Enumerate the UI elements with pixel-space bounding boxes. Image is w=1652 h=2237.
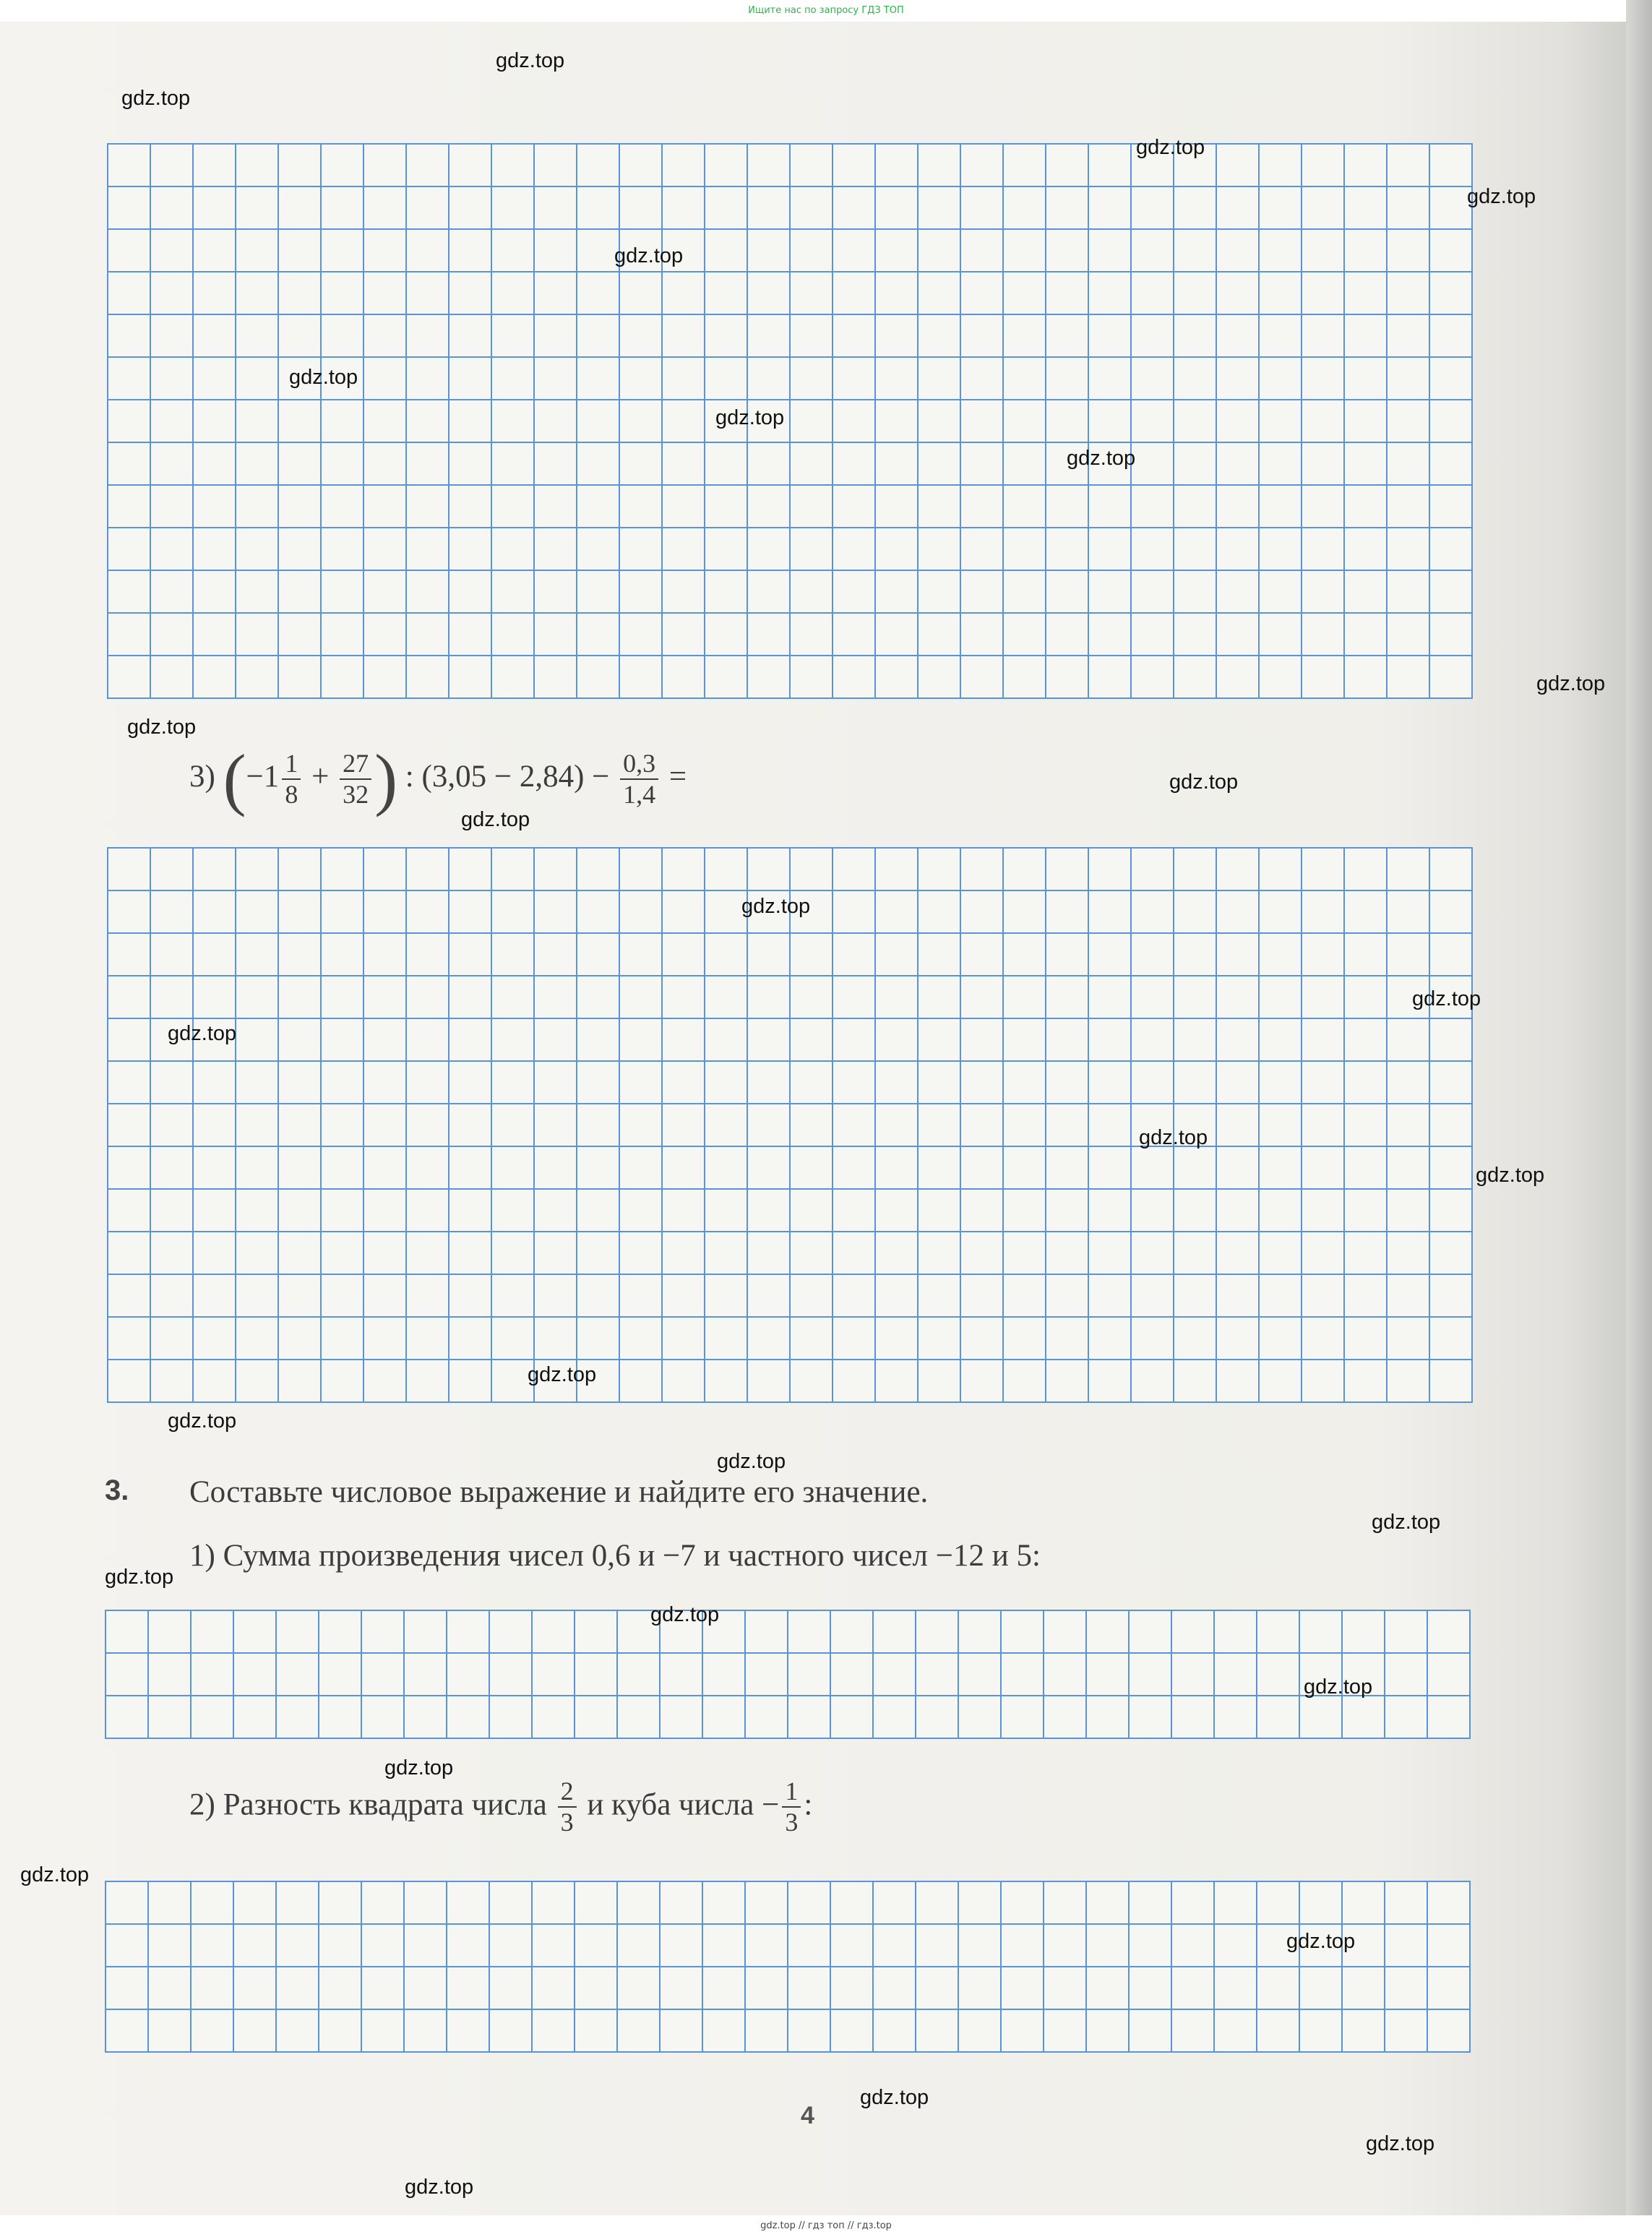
watermark: gdz.top	[717, 1450, 786, 1473]
watermark: gdz.top	[741, 895, 811, 918]
watermark: gdz.top	[105, 1566, 174, 1589]
equals-sign: =	[668, 759, 687, 794]
watermark: gdz.top	[121, 87, 191, 110]
watermark: gdz.top	[1139, 1126, 1208, 1149]
expression-middle: : (3,05 − 2,84) −	[405, 759, 610, 794]
task-number: 3.	[105, 1474, 129, 1506]
mixed-whole: −1	[246, 759, 280, 794]
fraction-1: $\frac{1}{8}$	[282, 749, 301, 810]
answer-grid-2[interactable]	[107, 847, 1473, 1403]
watermark: gdz.top	[384, 1756, 454, 1779]
fraction-two-thirds: $\frac{2}{3}$	[558, 1777, 577, 1838]
watermark: gdz.top	[289, 366, 358, 389]
watermark: gdz.top	[1412, 987, 1481, 1010]
watermark: gdz.top	[127, 716, 197, 739]
watermark: gdz.top	[1476, 1164, 1545, 1187]
answer-grid-3[interactable]	[105, 1610, 1471, 1739]
watermark: gdz.top	[1304, 1675, 1373, 1699]
top-banner: Ищите нас по запросу ГДЗ ТОП	[0, 0, 1652, 22]
answer-grid-4[interactable]	[105, 1881, 1471, 2053]
task-title: Составьте числовое выражение и найдите его значение.	[189, 1475, 929, 1509]
page-number: 4	[801, 2102, 814, 2129]
fraction-2: $\frac{27}{32}$	[340, 749, 371, 810]
right-paren: )	[374, 740, 398, 817]
watermark: gdz.top	[168, 1022, 237, 1045]
expression-problem-3	[189, 740, 687, 817]
watermark: gdz.top	[528, 1363, 597, 1386]
task-item-1: 1) Сумма произведения чисел 0,6 и −7 и частного чисел −12 и 5:	[189, 1539, 1041, 1573]
watermark: gdz.top	[1536, 672, 1606, 695]
fraction-one-third: $\frac{1}{3}$	[782, 1777, 801, 1838]
plus-sign: +	[311, 759, 330, 794]
watermark: gdz.top	[405, 2176, 474, 2199]
answer-grid-1[interactable]	[107, 143, 1473, 699]
problem-label: 3)	[189, 759, 215, 794]
watermark: gdz.top	[496, 49, 565, 72]
watermark: gdz.top	[20, 1863, 90, 1886]
watermark: gdz.top	[860, 2086, 929, 2109]
watermark: gdz.top	[1467, 185, 1536, 208]
task-item-2: 2) Разность квадрата числа $\frac{2}{3}$ и куба числа − $\frac{1}{3}$ :	[189, 1777, 813, 1837]
watermark: gdz.top	[1067, 447, 1136, 470]
watermark: gdz.top	[1136, 136, 1205, 159]
page-spine	[1626, 0, 1652, 2237]
watermark: gdz.top	[168, 1409, 237, 1433]
fraction-3: $\frac{0,3}{1,4}$	[620, 749, 658, 810]
watermark: gdz.top	[715, 406, 785, 429]
watermark: gdz.top	[650, 1603, 720, 1626]
watermark: gdz.top	[1372, 1511, 1441, 1534]
watermark: gdz.top	[1366, 2132, 1435, 2155]
watermark: gdz.top	[1286, 1930, 1356, 1953]
bottom-banner: gdz.top // гдз топ // гдз.top	[0, 2215, 1652, 2237]
watermark: gdz.top	[614, 244, 684, 267]
watermark: gdz.top	[1169, 770, 1239, 794]
watermark: gdz.top	[461, 808, 530, 831]
left-paren: (	[223, 740, 246, 817]
